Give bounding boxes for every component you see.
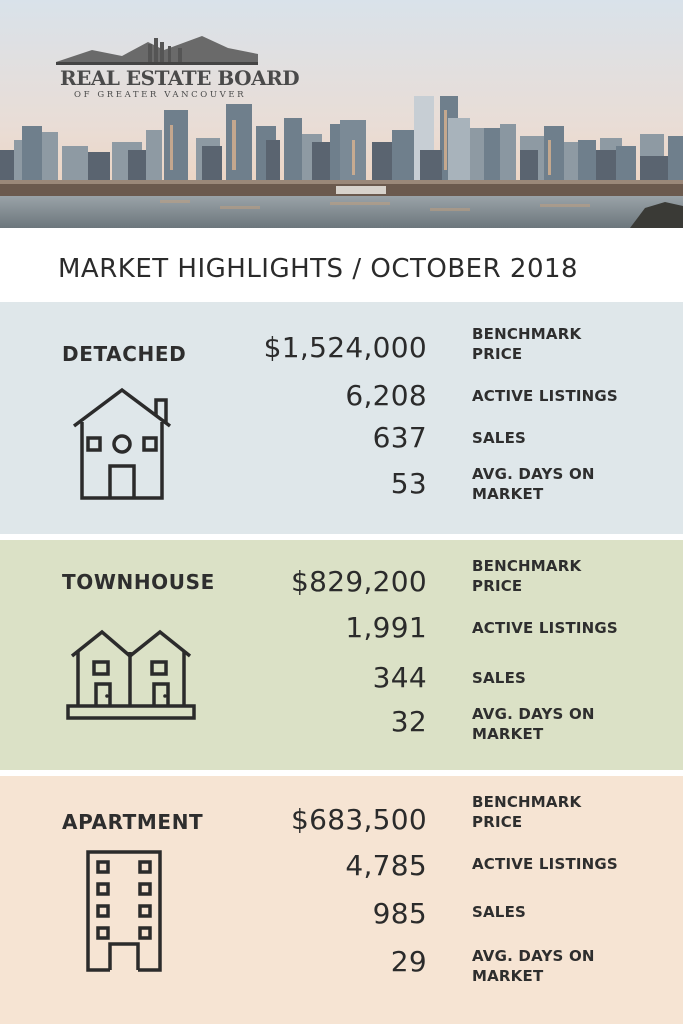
days-label: [472, 704, 632, 744]
apartment-benchmark-row: [0, 793, 683, 840]
board-logo: [52, 30, 300, 100]
logo-title: REAL ESTATE BOARD: [60, 66, 300, 90]
skyline-banner: [0, 0, 683, 228]
apartment-sales-row: [0, 894, 683, 934]
benchmark-label: [472, 792, 632, 832]
townhouse-sales-value: 344: [372, 661, 427, 694]
detached-benchmark-row: [0, 325, 683, 368]
detached-days-row: [0, 464, 683, 504]
apartment-panel: [0, 776, 683, 1024]
benchmark-label-line2: PRICE: [472, 577, 523, 595]
townhouse-benchmark-value: $829,200: [290, 565, 427, 598]
days-label-line2: MARKET: [472, 725, 544, 743]
days-label-line1: AVG. DAYS ON: [472, 947, 595, 965]
days-label-line2: MARKET: [472, 485, 544, 503]
detached-sales-value: 637: [372, 421, 427, 454]
detached-title: DETACHED: [62, 342, 187, 366]
detached-panel: [0, 302, 683, 534]
detached-active-value: 6,208: [345, 379, 427, 412]
active-listings-label: ACTIVE LISTINGS: [472, 855, 618, 873]
benchmark-label-line2: PRICE: [472, 345, 523, 363]
detached-sales-row: [0, 418, 683, 458]
sales-label: SALES: [472, 903, 527, 921]
townhouse-benchmark-row: [0, 557, 683, 602]
benchmark-label-line1: BENCHMARK: [472, 793, 582, 811]
page-title: MARKET HIGHLIGHTS / OCTOBER 2018: [58, 254, 579, 284]
apartment-active-value: 4,785: [345, 849, 427, 882]
apartment-active-row: [0, 846, 683, 886]
sales-label: SALES: [472, 669, 527, 687]
benchmark-label-line1: BENCHMARK: [472, 325, 582, 343]
active-listings-label: ACTIVE LISTINGS: [472, 387, 618, 405]
detached-active-row: [0, 376, 683, 416]
townhouse-days-value: 32: [390, 705, 427, 738]
benchmark-label: [472, 324, 632, 364]
townhouse-sales-row: [0, 658, 683, 698]
apartment-days-row: [0, 942, 683, 985]
sales-label: SALES: [472, 429, 527, 447]
townhouse-title: TOWNHOUSE: [62, 570, 215, 594]
days-label-line1: AVG. DAYS ON: [472, 705, 595, 723]
apartment-benchmark-value: $683,500: [290, 803, 427, 836]
detached-days-value: 53: [390, 467, 427, 500]
logo-subtitle: OF GREATER VANCOUVER: [74, 90, 247, 100]
townhouse-days-row: [0, 702, 683, 742]
townhouse-panel: [0, 540, 683, 770]
days-label: [472, 946, 632, 986]
townhouse-active-row: [0, 608, 683, 648]
days-label-line1: AVG. DAYS ON: [472, 465, 595, 483]
detached-benchmark-value: $1,524,000: [263, 331, 427, 364]
days-label-line2: MARKET: [472, 967, 544, 985]
benchmark-label-line1: BENCHMARK: [472, 557, 582, 575]
apartment-title: APARTMENT: [62, 810, 204, 834]
mountain-skyline-logo: [52, 30, 262, 66]
apartment-sales-value: 985: [372, 897, 427, 930]
active-listings-label: ACTIVE LISTINGS: [472, 619, 618, 637]
days-label: [472, 464, 632, 504]
benchmark-label: [472, 556, 632, 596]
benchmark-label-line2: PRICE: [472, 813, 523, 831]
townhouse-active-value: 1,991: [345, 611, 427, 644]
apartment-days-value: 29: [390, 945, 427, 978]
